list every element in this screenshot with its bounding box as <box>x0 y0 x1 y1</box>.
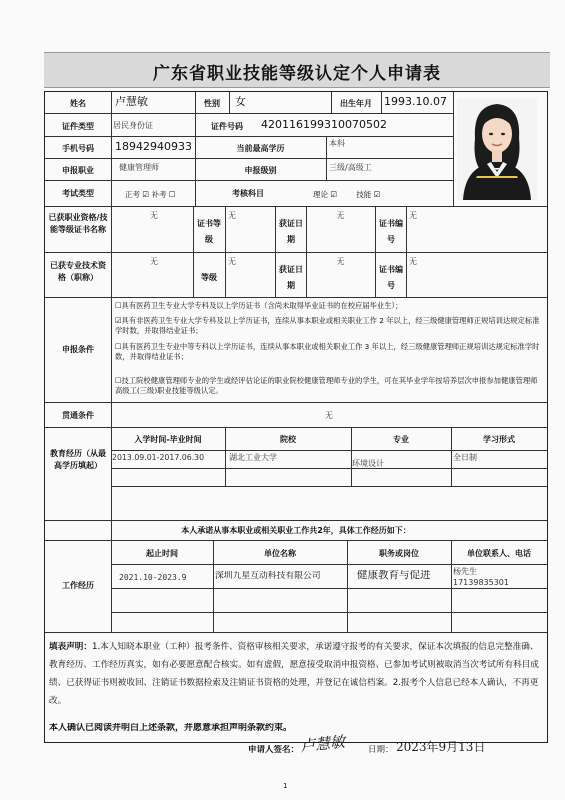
title-date-label: 获证日期 <box>279 265 303 290</box>
title-date-value: 无 <box>336 257 345 266</box>
job-label: 申报职业 <box>62 166 94 175</box>
work-row-contact-phone: 17139835301 <box>453 578 509 587</box>
exam-type-options <box>125 189 195 200</box>
condition-2[interactable]: ☑具有非医药卫生专业大学专科及以上学历证书，连续从事本职业或相关职业工作 2 年以上，经三级健康管理师正规培训达规定标准学时数，并取得结业证书； <box>115 316 540 335</box>
through-value: 无 <box>325 411 333 420</box>
name-value: 卢慧敏 <box>115 96 148 107</box>
edu-col-major: 专业 <box>393 435 409 444</box>
work-col-post: 职务或岗位 <box>379 549 419 558</box>
exam-type-makeup: 补考 <box>151 190 167 199</box>
cert-date-value: 无 <box>336 211 345 220</box>
sign-date-value: 2023年9月13日 <box>396 740 486 754</box>
applicant-photo <box>457 98 537 200</box>
edu-row-major: 环境设计 <box>352 459 384 468</box>
declaration-clause-2: 2.报考个人信息已经本人确认，不再更改。 <box>49 678 539 706</box>
id-type-value: 居民身份证 <box>113 121 153 130</box>
work-row-unit: 深圳九星互动科技有限公司 <box>215 571 321 581</box>
declaration-clause-1: 1.本人知晓本职业（工种）报考条件、资格审核相关要求，承诺遵守报考的有关要求，保证本次填报的信息完整准确、教育经历、工作经历真实，如有必要愿意配合核实。如有虚假，愿意接受取消申报资格、已参加考试则被取消当次考试所有科目成绩、已获得证书则被收回、注销证书数据检索及注销证书资格的处理，并登记在诚信档案。 <box>49 642 539 688</box>
declaration-text <box>49 638 543 710</box>
title-cert-value: 无 <box>150 257 158 266</box>
condition-1[interactable]: ☐具有医药卫生专业大学专科及以上学历证书（含尚未取得毕业证书的在校应届毕业生）； <box>115 301 403 310</box>
declaration-confirm: 本人确认已阅读并明白上述条款，并愿意承担声明条款约束。 <box>49 723 293 733</box>
cert-name-label: 已获职业资格/技能等级证书名称 <box>48 213 108 234</box>
cert-date-label: 获证日期 <box>279 219 303 244</box>
application-form <box>44 91 548 743</box>
work-col-unit: 单位名称 <box>264 549 296 558</box>
cert-name-value: 无 <box>150 211 158 220</box>
checkbox-empty-icon[interactable]: ☐ <box>168 190 176 199</box>
condition-3[interactable]: ☐具有医药卫生专业中等专科以上学历证书，连续从事本职业或相关职业工作 3 年以上，经三级健康管理师正规培训达规定标准学时数，并取得结业证书； <box>115 342 540 361</box>
education-history-label: 教育经历（从最高学历填起） <box>50 449 106 470</box>
edu-col-form: 学习形式 <box>483 435 515 444</box>
checkbox-checked-icon[interactable]: ☑ <box>330 190 338 199</box>
exam-type-label: 考试类型 <box>62 189 94 198</box>
work-row-time: 2021.10-2023.9 <box>119 573 187 582</box>
id-type-label: 证件类型 <box>62 122 94 131</box>
sign-date-label: 日期： <box>368 745 394 755</box>
phone-label: 手机号码 <box>62 144 94 153</box>
work-col-time: 起止时间 <box>146 549 178 558</box>
exam-type-regular: 正考 <box>125 190 140 199</box>
education-label: 当前最高学历 <box>236 144 285 153</box>
job-value: 健康管理师 <box>119 163 159 172</box>
id-number-label: 证件号码 <box>211 122 243 131</box>
title-level-label: 等级 <box>201 273 217 282</box>
form-title: 广东省职业技能等级认定个人申请表 <box>153 64 441 84</box>
subject-label: 考核科目 <box>232 189 264 198</box>
edu-col-time: 入学时间-毕业时间 <box>134 435 202 444</box>
conditions-label: 申报条件 <box>62 345 94 354</box>
title-bar <box>44 52 550 88</box>
sign-label: 申请人签名： <box>248 745 300 755</box>
work-promise: 本人承诺从事本职业或相关职业工作共2年，具体工作经历如下： <box>181 526 411 535</box>
subject-theory: 理论 <box>313 190 328 199</box>
work-row-post: 健康教育与促进 <box>357 570 431 581</box>
level-value: 三级/高级工 <box>329 163 372 172</box>
title-number-value: 无 <box>409 257 417 266</box>
page-number: 1 <box>283 782 288 790</box>
id-number-value: 420116199310070502 <box>261 119 387 130</box>
gender-value: 女 <box>235 96 246 107</box>
checkbox-checked-icon[interactable]: ☑ <box>142 190 150 199</box>
gender-label: 性别 <box>204 99 220 108</box>
name-label: 姓名 <box>70 99 86 108</box>
education-value: 本科 <box>329 139 345 148</box>
through-label: 贯通条件 <box>62 411 94 420</box>
work-col-contact: 单位联系人、电话 <box>467 549 531 558</box>
edu-row-time: 2013.09.01-2017.06.30 <box>112 453 205 462</box>
cert-number-value: 无 <box>409 211 417 220</box>
checkbox-checked-icon[interactable]: ☑ <box>373 190 381 199</box>
title-level-value: 无 <box>228 257 236 266</box>
birth-label: 出生年月 <box>340 99 372 108</box>
subject-options <box>313 189 453 200</box>
cert-level-value: 无 <box>228 211 236 220</box>
applicant-signature: 卢慧敏 <box>299 732 346 756</box>
cert-number-label: 证书编号 <box>379 219 403 244</box>
cert-level-label: 证书等级 <box>197 219 221 244</box>
title-cert-label: 已获专业技术资格（职称） <box>50 261 106 282</box>
subject-skill: 技能 <box>356 190 372 199</box>
edu-row-school: 湖北工业大学 <box>229 453 277 462</box>
condition-4[interactable]: ☐技工院校健康管理师专业的学生或经评估论证的职业院校健康管理师专业的学生，可在其毕业学年按培养层次申报参加健康管理师高级工(三级)职业技能等级认定。 <box>115 376 538 395</box>
work-history-label: 工作经历 <box>62 581 94 590</box>
edu-row-form: 全日制 <box>453 453 477 462</box>
declaration-heading: 填表声明： <box>49 642 92 652</box>
title-number-label: 证书编号 <box>379 265 403 290</box>
level-label: 申报级别 <box>244 166 277 175</box>
work-row-contact-name: 杨先生 <box>453 567 477 576</box>
phone-value: 18942940933 <box>115 141 192 152</box>
birth-value: 1993.10.07 <box>384 96 447 107</box>
edu-col-school: 院校 <box>280 435 296 444</box>
